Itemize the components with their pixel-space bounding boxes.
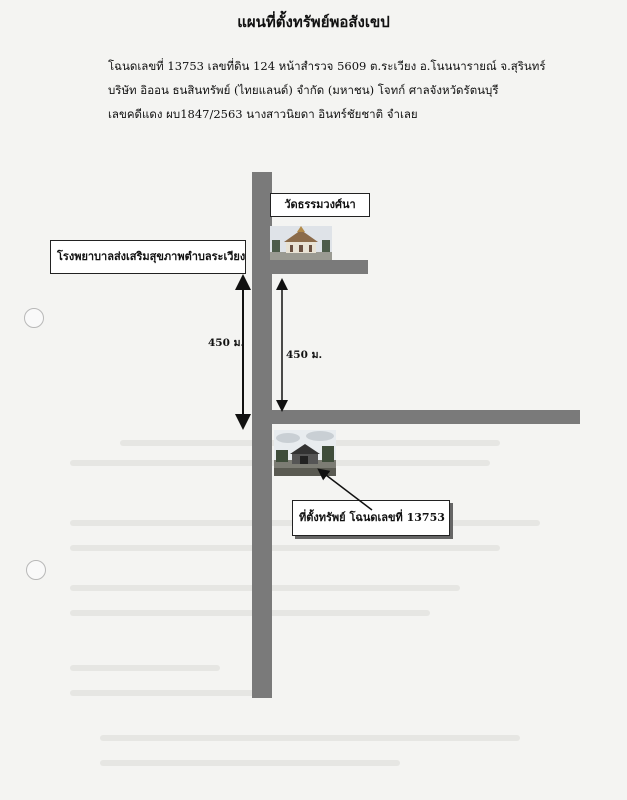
hospital-label: โรงพยาบาลส่งเสริมสุขภาพตำบลระเวียง bbox=[50, 240, 246, 274]
distance-label-left: 450 ม. bbox=[208, 337, 245, 349]
info-line-plaintiff: บริษัท อิออน ธนสินทรัพย์ (ไทยแลนด์) จำกัด (มหาชน) โจทก์ ศาลจังหวัดรัตนบุรี bbox=[108, 83, 499, 97]
info-line-deed: โฉนดเลขที่ 13753 เลขที่ดิน 124 หน้าสำรวจ 5609 ต.ระเวียง อ.โนนนารายณ์ จ.สุรินทร์ bbox=[108, 59, 546, 73]
distance-label-right: 450 ม. bbox=[286, 349, 323, 361]
page-title: แผนที่ตั้งทรัพย์พอสังเขป bbox=[237, 13, 390, 31]
temple-label: วัดธรรมวงศ์นา bbox=[270, 193, 370, 217]
property-pointer-arrow bbox=[322, 472, 372, 510]
info-line-case: เลขคดีแดง ผบ1847/2563 นางสาวนิยดา อินทร์ชัยชาติ จำเลย bbox=[108, 107, 418, 121]
property-label: ที่ตั้งทรัพย์ โฉนดเลขที่ 13753 bbox=[292, 500, 450, 536]
